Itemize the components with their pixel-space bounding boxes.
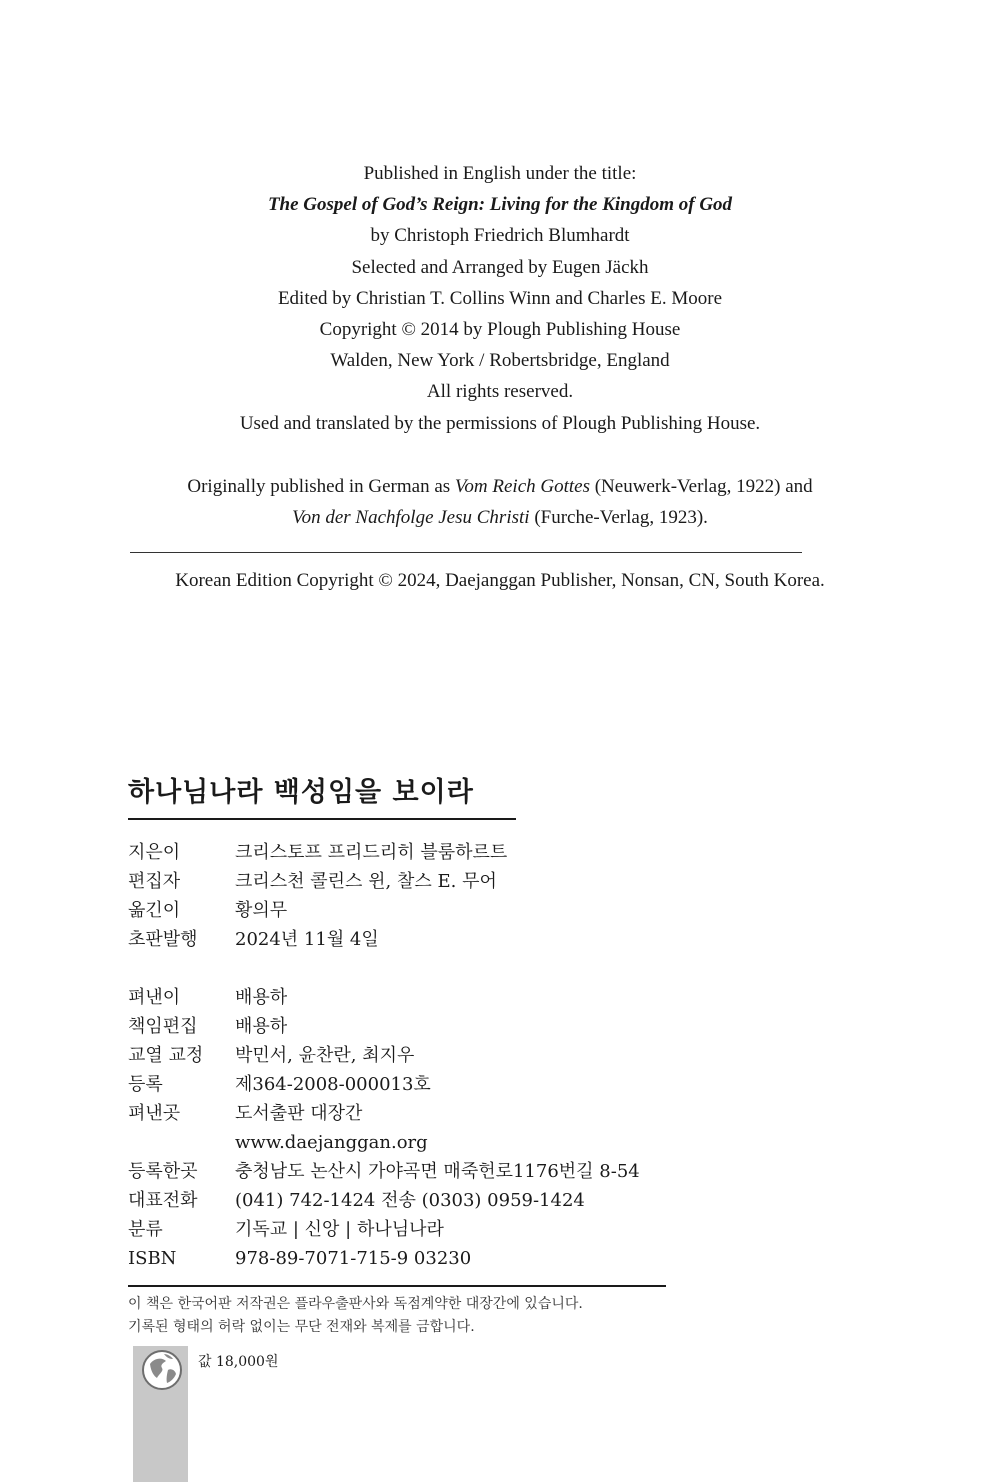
colophon-label: 등록 [128, 1074, 163, 1095]
original-title: The Gospel of God’s Reign: Living for the Kingdom of God [267, 194, 733, 216]
colophon-row [128, 1128, 640, 1157]
korean-edition-copyright: Korean Edition Copyright © 2024, Daejanggan Publisher, Nonsan, CN, South Korea. [175, 570, 825, 591]
colophon-row [128, 896, 640, 925]
german-prefix: Originally published in German as [187, 475, 455, 497]
colophon-label [128, 1128, 235, 1157]
german-origin [0, 471, 1000, 533]
price-label: 값 18,000원 [198, 1354, 279, 1370]
colophon-value: 기독교 | 신앙 | 하나님나라 [235, 1219, 444, 1240]
colophon-label: 편집자 [128, 871, 181, 892]
title-underline [128, 818, 516, 820]
divider-bottom [128, 1285, 666, 1287]
colophon-value: 박민서, 윤찬란, 최지우 [235, 1045, 415, 1066]
colophon-value: 배용하 [235, 1016, 288, 1037]
colophon-value: 충청남도 논산시 가야곡면 매죽헌로1176번길 8-54 [235, 1161, 640, 1182]
korean-book-title: 하나님나라 백성임을 보이라 [128, 777, 474, 808]
colophon-row [128, 983, 640, 1012]
colophon-label: 지은이 [128, 842, 181, 863]
copyright-notice [128, 1293, 583, 1339]
colophon-row [128, 1041, 640, 1070]
selected-line: Selected and Arranged by Eugen Jäckh [351, 256, 649, 278]
colophon-value: (041) 742-1424 전송 (0303) 0959-1424 [235, 1190, 585, 1211]
colophon-value: 제364-2008-000013호 [235, 1074, 431, 1095]
colophon-value: 배용하 [235, 987, 288, 1008]
colophon-value: 2024년 11월 4일 [235, 929, 379, 950]
published-under-line: Published in English under the title: [363, 163, 637, 184]
colophon-group-2 [128, 983, 640, 1273]
colophon [128, 838, 640, 1273]
colophon-label: 펴낸이 [128, 987, 181, 1008]
colophon-row [128, 1012, 640, 1041]
german-title2: Von der Nachfolge Jesu Christi [292, 507, 530, 529]
colophon-label: 등록한곳 [128, 1161, 198, 1182]
rights-line: All rights reserved. [426, 381, 574, 403]
colophon-row [128, 1157, 640, 1186]
colophon-value: 도서출판 대장간 [235, 1103, 363, 1124]
divider-english [130, 552, 802, 553]
english-credits [0, 158, 1000, 533]
globe-logo-icon [140, 1348, 184, 1392]
colophon-label: 책임편집 [128, 1016, 198, 1037]
colophon-value: www.daejanggan.org [235, 1132, 428, 1153]
colophon-value: 크리스토프 프리드리히 블룸하르트 [235, 842, 508, 863]
notice-line2: 기록된 형태의 허락 없이는 무단 전재와 복제를 금합니다. [128, 1319, 475, 1335]
notice-line1: 이 책은 한국어판 저작권은 플라우출판사와 독점계약한 대장간에 있습니다. [128, 1296, 583, 1312]
colophon-row [128, 838, 640, 867]
german-origin-line1 [0, 471, 1000, 502]
colophon-label: 옮긴이 [128, 900, 181, 921]
copyright-line: Copyright © 2014 by Plough Publishing House [319, 319, 681, 341]
colophon-value: 978-89-7071-715-9 03230 [235, 1248, 472, 1269]
colophon-row [128, 1215, 640, 1244]
colophon-value: 황의무 [235, 900, 288, 921]
colophon-row [128, 925, 640, 954]
colophon-value: 크리스천 콜린스 윈, 찰스 E. 무어 [235, 871, 497, 892]
german-title1: Vom Reich Gottes [454, 475, 590, 497]
colophon-row [128, 1099, 640, 1128]
german-publisher2: (Furche-Verlag, 1923). [529, 507, 708, 529]
colophon-row [128, 867, 640, 896]
location-line: Walden, New York / Robertsbridge, England [330, 350, 670, 372]
colophon-gap [128, 954, 640, 983]
permission-line: Used and translated by the permissions of Plough Publishing House. [239, 412, 761, 434]
german-origin-line2 [0, 502, 1000, 533]
colophon-label: 분류 [128, 1219, 163, 1240]
colophon-label: ISBN [128, 1248, 177, 1269]
colophon-label: 교열 교정 [128, 1045, 204, 1066]
colophon-label: 초판발행 [128, 929, 198, 950]
colophon-row [128, 1070, 640, 1099]
author-line: by Christoph Friedrich Blumhardt [370, 225, 630, 247]
edited-line: Edited by Christian T. Collins Winn and Charles E. Moore [277, 287, 723, 309]
colophon-row [128, 1186, 640, 1215]
colophon-label: 대표전화 [128, 1190, 198, 1211]
colophon-label: 펴낸곳 [128, 1103, 181, 1124]
colophon-group-1 [128, 838, 640, 954]
german-publisher1: (Neuwerk-Verlag, 1922) and [589, 475, 813, 497]
colophon-row [128, 1244, 640, 1273]
